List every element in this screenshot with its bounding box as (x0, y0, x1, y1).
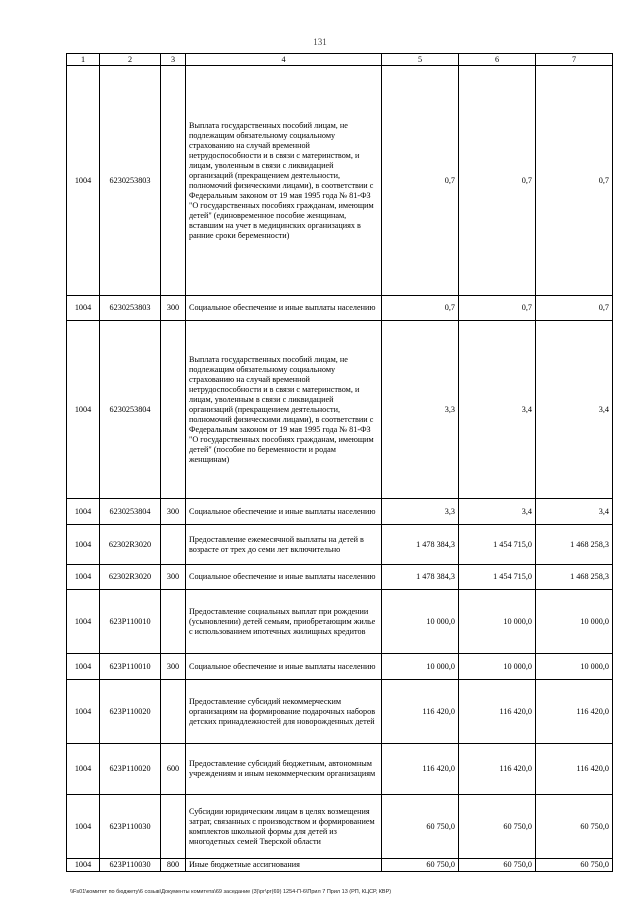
item-name-cell: Субсидии юридическим лицам в целях возмещения затрат, связанных с производством и формированием комплектов школьной формы для детей из многодетных семей Тверской области (186, 795, 382, 859)
item-name-cell: Социальное обеспечение и иные выплаты населению (186, 565, 382, 590)
table-row (67, 654, 613, 680)
expense-type-cell (161, 680, 186, 744)
item-name-cell: Предоставление субсидий некоммерческим организациям на формирование подарочных наборов детских принадлежностей для новорожденных детей (186, 680, 382, 744)
section-cell: 1004 (67, 66, 100, 296)
expense-type-cell (161, 66, 186, 296)
file-path-footer: \\Fs01\комитет по бюджету\6 созыв\Документы комитета\69 заседание (3)\рг\рг(69) 1254-П-6\Прил 7 Прил 13 (РП, КЦСР, КВР) (70, 889, 392, 895)
amount-cell: 3,3 (382, 499, 459, 525)
amount-cell: 3,3 (382, 321, 459, 499)
expense-type-cell (161, 525, 186, 565)
amount-cell: 60 750,0 (536, 795, 613, 859)
target-code-cell: 6230253804 (100, 499, 161, 525)
column-header: 5 (382, 54, 459, 66)
amount-cell: 60 750,0 (459, 795, 536, 859)
amount-cell: 60 750,0 (382, 859, 459, 872)
item-name-cell: Выплата государственных пособий лицам, не подлежащим обязательному социальному страхованию на случай временной нетрудоспособности и в связи с материнством, и лицам, уволенным в связи с ликвидацией организаций (прекращением деятельности, полномочий физическими лицами), в соответствии с Федеральным законом от 19 мая 1995 года № 81-ФЗ "О государственных пособиях гражданам, имеющим детей" (единовременное пособие женщинам, вставшим на учет в медицинских организациях в ранние сроки беременности) (186, 66, 382, 296)
amount-cell: 10 000,0 (382, 654, 459, 680)
amount-cell: 10 000,0 (459, 590, 536, 654)
target-code-cell: 6230253803 (100, 296, 161, 321)
amount-cell: 1 454 715,0 (459, 525, 536, 565)
amount-cell: 1 478 384,3 (382, 565, 459, 590)
item-name-cell: Предоставление ежемесячной выплаты на детей в возрасте от трех до семи лет включительно (186, 525, 382, 565)
column-header: 2 (100, 54, 161, 66)
table-row (67, 525, 613, 565)
item-name-cell: Выплата государственных пособий лицам, не подлежащим обязательному социальному страхованию на случай временной нетрудоспособности и в связи с материнством, и лицам, уволенным в связи с ликвидацией организаций (прекращением деятельности, полномочий физическими лицами), в соответствии с Федеральным законом от 19 мая 1995 года № 81-ФЗ "О государственных пособиях гражданам, имеющим детей" (пособие по беременности и родам женщинам) (186, 321, 382, 499)
table-row (67, 744, 613, 795)
target-code-cell: 62302R3020 (100, 565, 161, 590)
amount-cell: 116 420,0 (382, 744, 459, 795)
amount-cell: 1 468 258,3 (536, 525, 613, 565)
expense-type-cell: 300 (161, 654, 186, 680)
table-row (67, 296, 613, 321)
amount-cell: 3,4 (536, 321, 613, 499)
section-cell: 1004 (67, 321, 100, 499)
amount-cell: 10 000,0 (382, 590, 459, 654)
amount-cell: 1 478 384,3 (382, 525, 459, 565)
expense-type-cell (161, 321, 186, 499)
table-row (67, 66, 613, 296)
table-row (67, 795, 613, 859)
section-cell: 1004 (67, 525, 100, 565)
section-cell: 1004 (67, 296, 100, 321)
column-header: 6 (459, 54, 536, 66)
amount-cell: 10 000,0 (459, 654, 536, 680)
column-header: 3 (161, 54, 186, 66)
section-cell: 1004 (67, 499, 100, 525)
amount-cell: 3,4 (536, 499, 613, 525)
amount-cell: 3,4 (459, 321, 536, 499)
amount-cell: 0,7 (536, 66, 613, 296)
table-row (67, 565, 613, 590)
table-row (67, 590, 613, 654)
target-code-cell: 623P110010 (100, 654, 161, 680)
amount-cell: 116 420,0 (459, 744, 536, 795)
amount-cell: 0,7 (536, 296, 613, 321)
section-cell: 1004 (67, 859, 100, 872)
item-name-cell: Социальное обеспечение и иные выплаты населению (186, 499, 382, 525)
target-code-cell: 62302R3020 (100, 525, 161, 565)
amount-cell: 0,7 (382, 296, 459, 321)
expense-type-cell: 800 (161, 859, 186, 872)
budget-table (66, 53, 613, 872)
item-name-cell: Социальное обеспечение и иные выплаты населению (186, 296, 382, 321)
amount-cell: 0,7 (382, 66, 459, 296)
section-cell: 1004 (67, 590, 100, 654)
header-row (67, 54, 613, 66)
section-cell: 1004 (67, 565, 100, 590)
section-cell: 1004 (67, 680, 100, 744)
column-header: 1 (67, 54, 100, 66)
section-cell: 1004 (67, 744, 100, 795)
column-header: 4 (186, 54, 382, 66)
amount-cell: 10 000,0 (536, 590, 613, 654)
amount-cell: 116 420,0 (459, 680, 536, 744)
target-code-cell: 623P110030 (100, 795, 161, 859)
column-header: 7 (536, 54, 613, 66)
expense-type-cell: 300 (161, 296, 186, 321)
amount-cell: 0,7 (459, 66, 536, 296)
target-code-cell: 623P110020 (100, 744, 161, 795)
section-cell: 1004 (67, 654, 100, 680)
table-row (67, 499, 613, 525)
target-code-cell: 623P110010 (100, 590, 161, 654)
amount-cell: 3,4 (459, 499, 536, 525)
amount-cell: 0,7 (459, 296, 536, 321)
expense-type-cell: 300 (161, 565, 186, 590)
item-name-cell: Предоставление субсидий бюджетным, автономным учреждениям и иным некоммерческим организациям (186, 744, 382, 795)
target-code-cell: 623P110030 (100, 859, 161, 872)
page-number: 131 (313, 37, 327, 47)
expense-type-cell (161, 795, 186, 859)
table-row (67, 859, 613, 872)
amount-cell: 116 420,0 (382, 680, 459, 744)
section-cell: 1004 (67, 795, 100, 859)
expense-type-cell: 600 (161, 744, 186, 795)
amount-cell: 1 468 258,3 (536, 565, 613, 590)
amount-cell: 1 454 715,0 (459, 565, 536, 590)
amount-cell: 60 750,0 (536, 859, 613, 872)
amount-cell: 60 750,0 (382, 795, 459, 859)
target-code-cell: 6230253804 (100, 321, 161, 499)
target-code-cell: 6230253803 (100, 66, 161, 296)
item-name-cell: Иные бюджетные ассигнования (186, 859, 382, 872)
item-name-cell: Социальное обеспечение и иные выплаты населению (186, 654, 382, 680)
amount-cell: 60 750,0 (459, 859, 536, 872)
expense-type-cell: 300 (161, 499, 186, 525)
amount-cell: 10 000,0 (536, 654, 613, 680)
expense-type-cell (161, 590, 186, 654)
table-row (67, 321, 613, 499)
item-name-cell: Предоставление социальных выплат при рождении (усыновлении) детей семьям, приобретающим жилье с использованием ипотечных жилищных кредитов (186, 590, 382, 654)
target-code-cell: 623P110020 (100, 680, 161, 744)
amount-cell: 116 420,0 (536, 744, 613, 795)
amount-cell: 116 420,0 (536, 680, 613, 744)
table-row (67, 680, 613, 744)
